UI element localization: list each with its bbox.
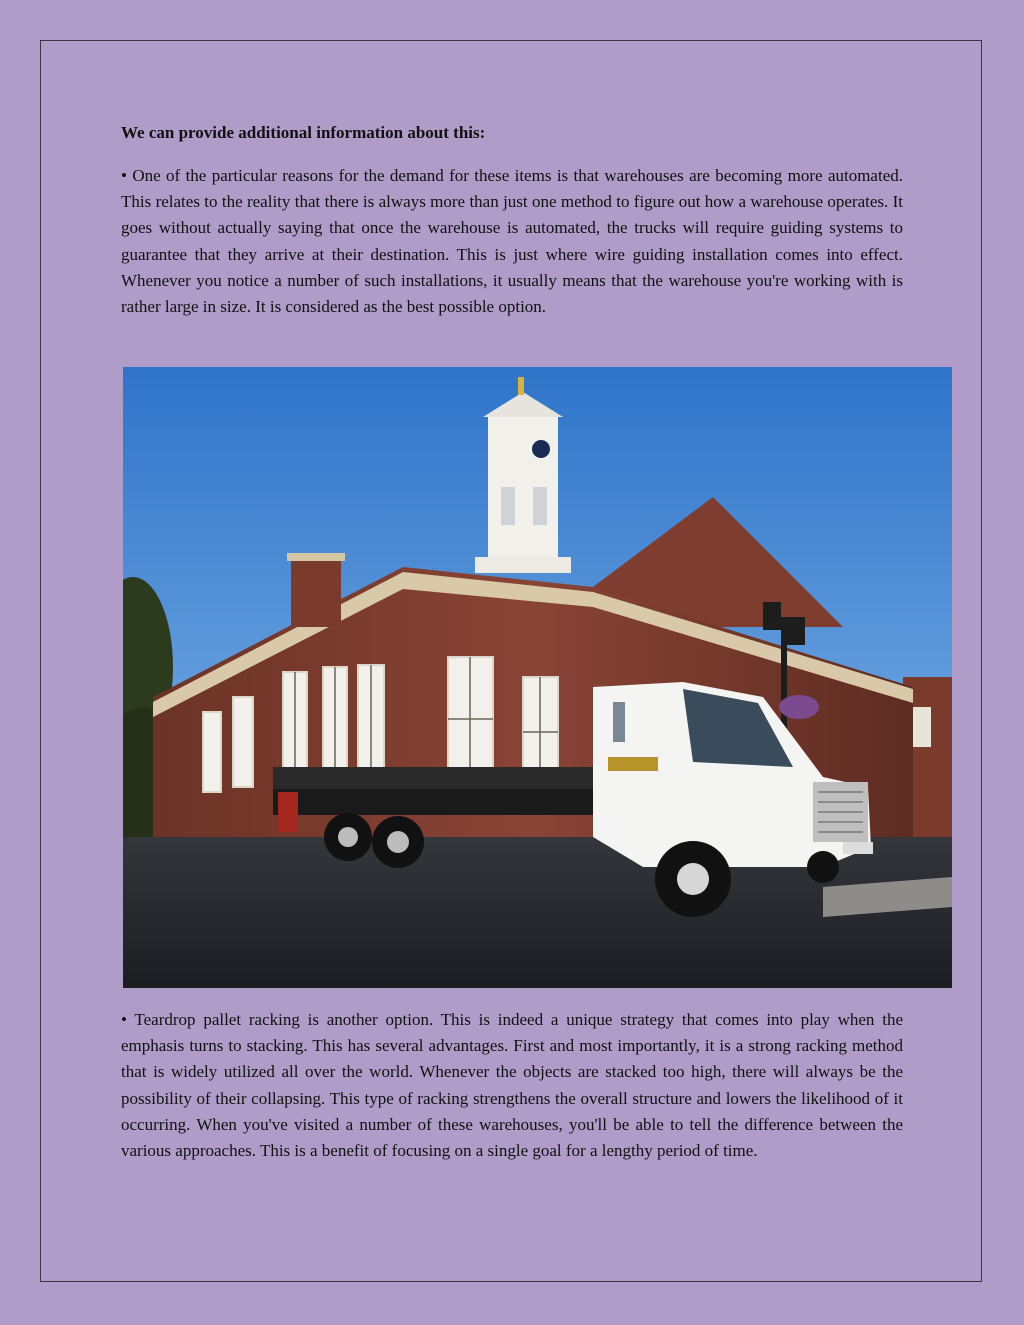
paragraph-wire-guiding: • One of the particular reasons for the demand for these items is that warehouses are becoming more automated. This relates to the reality that there is always more than just one method to figure out how a warehouse operates. It goes without actually saying that once the warehouse is automated, the trucks will require guiding systems to guarantee that they arrive at their destination. This is just where wire guiding installation comes into effect. Whenever you notice a number of such installations, it usually means that the warehouse you're working with is rather large in size. It is considered as the best possible option. <box>121 166 903 317</box>
truck-building-photo <box>123 367 952 988</box>
section-heading: We can provide additional information about this: <box>121 123 486 142</box>
paragraph-teardrop-racking: • Teardrop pallet racking is another option. This is indeed a unique strategy that comes into play when the emphasis turns to stacking. This has several advantages. First and most importantly, it is a strong racking method that is widely utilized all over the world. Whenever the objects are stacked too high, there will always be the possibility of their collapsing. This type of racking strengthens the overall structure and lowers the likelihood of it occurring. When you've visited a number of these warehouses, you'll be able to tell the difference between the various approaches. This is a benefit of focusing on a single goal for a lengthy period of time. <box>121 1010 903 1161</box>
